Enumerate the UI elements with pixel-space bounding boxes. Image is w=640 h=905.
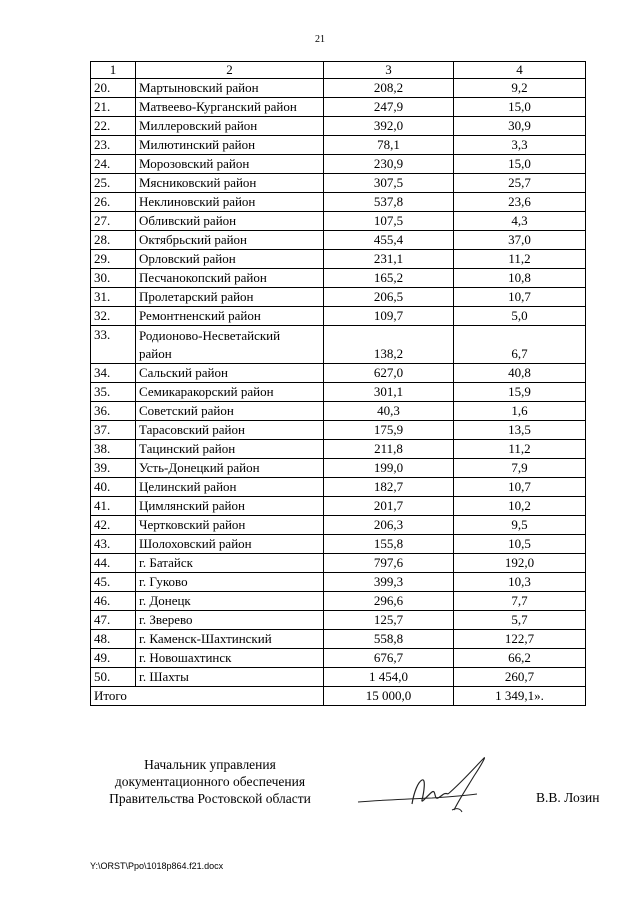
row-name-cell: Мартыновский район xyxy=(136,79,324,98)
row-name-cell: г. Шахты xyxy=(136,668,324,687)
row-number-cell: 33. xyxy=(91,326,136,364)
row-number-cell: 46. xyxy=(91,592,136,611)
table-row xyxy=(91,269,586,288)
row-name-cell: Обливский район xyxy=(136,212,324,231)
row-value-col3: 455,4 xyxy=(324,231,454,250)
row-name-cell: Тацинский район xyxy=(136,440,324,459)
row-number-cell: 42. xyxy=(91,516,136,535)
row-number-cell: 21. xyxy=(91,98,136,117)
table-row xyxy=(91,364,586,383)
page-number: 21 xyxy=(315,34,325,45)
row-name-cell: Цимлянский район xyxy=(136,497,324,516)
signer-name: В.В. Лозин xyxy=(536,790,600,805)
row-name-cell: Усть-Донецкий район xyxy=(136,459,324,478)
row-number-cell: 49. xyxy=(91,649,136,668)
row-number-cell: 23. xyxy=(91,136,136,155)
table-row xyxy=(91,79,586,98)
row-name-cell: Шолоховский район xyxy=(136,535,324,554)
row-number-cell: 28. xyxy=(91,231,136,250)
row-value-col4: 25,7 xyxy=(454,174,586,193)
row-number-cell: 48. xyxy=(91,630,136,649)
row-value-col3: 247,9 xyxy=(324,98,454,117)
row-number-cell: 27. xyxy=(91,212,136,231)
table-row xyxy=(91,402,586,421)
row-number-cell: 25. xyxy=(91,174,136,193)
row-name-cell: Целинский район xyxy=(136,478,324,497)
table-row xyxy=(91,668,586,687)
total-value-col4: 1 349,1». xyxy=(454,687,586,706)
row-value-col3: 301,1 xyxy=(324,383,454,402)
row-number-cell: 22. xyxy=(91,117,136,136)
row-value-col4: 23,6 xyxy=(454,193,586,212)
row-value-col4: 30,9 xyxy=(454,117,586,136)
table-body xyxy=(91,62,586,706)
header-cell-1: 1 xyxy=(91,62,136,79)
row-value-col3: 182,7 xyxy=(324,478,454,497)
row-number-cell: 26. xyxy=(91,193,136,212)
row-value-col3: 199,0 xyxy=(324,459,454,478)
row-value-col3: 797,6 xyxy=(324,554,454,573)
row-name-cell: Пролетарский район xyxy=(136,288,324,307)
row-value-col3: 201,7 xyxy=(324,497,454,516)
row-number-cell: 43. xyxy=(91,535,136,554)
row-value-col4: 11,2 xyxy=(454,440,586,459)
row-name-cell: г. Зверево xyxy=(136,611,324,630)
row-name-cell: Мясниковский район xyxy=(136,174,324,193)
table-row xyxy=(91,193,586,212)
total-row xyxy=(91,687,586,706)
row-value-col3: 165,2 xyxy=(324,269,454,288)
row-name-cell: Ремонтненский район xyxy=(136,307,324,326)
table-row xyxy=(91,231,586,250)
row-number-cell: 31. xyxy=(91,288,136,307)
row-value-col4: 260,7 xyxy=(454,668,586,687)
row-name-cell: Советский район xyxy=(136,402,324,421)
row-number-cell: 47. xyxy=(91,611,136,630)
data-table xyxy=(90,61,586,706)
row-value-col4: 3,3 xyxy=(454,136,586,155)
table-row xyxy=(91,630,586,649)
row-name-line1: Родионово-Несветайский xyxy=(139,328,281,343)
row-value-col4: 13,5 xyxy=(454,421,586,440)
row-value-col4: 6,7 xyxy=(454,326,586,364)
signature-block xyxy=(90,756,330,807)
row-value-col3: 206,5 xyxy=(324,288,454,307)
row-value-col4: 66,2 xyxy=(454,649,586,668)
row-value-col3: 230,9 xyxy=(324,155,454,174)
table-row xyxy=(91,516,586,535)
row-number-cell: 24. xyxy=(91,155,136,174)
row-value-col3: 208,2 xyxy=(324,79,454,98)
row-name-cell: г. Новошахтинск xyxy=(136,649,324,668)
row-name-cell: Октябрьский район xyxy=(136,231,324,250)
row-name-cell: Неклиновский район xyxy=(136,193,324,212)
row-number-cell: 41. xyxy=(91,497,136,516)
row-value-col4: 10,5 xyxy=(454,535,586,554)
row-number-cell: 32. xyxy=(91,307,136,326)
row-value-col3: 392,0 xyxy=(324,117,454,136)
table-row xyxy=(91,250,586,269)
table-row xyxy=(91,174,586,193)
table-row xyxy=(91,573,586,592)
row-value-col4: 5,7 xyxy=(454,611,586,630)
table-row xyxy=(91,478,586,497)
row-number-cell: 35. xyxy=(91,383,136,402)
row-value-col4: 122,7 xyxy=(454,630,586,649)
row-value-col3: 1 454,0 xyxy=(324,668,454,687)
row-value-col4: 15,0 xyxy=(454,98,586,117)
row-number-cell: 34. xyxy=(91,364,136,383)
row-number-cell: 29. xyxy=(91,250,136,269)
row-value-col4: 7,9 xyxy=(454,459,586,478)
row-value-col3: 40,3 xyxy=(324,402,454,421)
signer-title-line2: документационного обеспечения xyxy=(114,774,306,789)
row-value-col4: 40,8 xyxy=(454,364,586,383)
row-value-col3: 138,2 xyxy=(324,326,454,364)
row-value-col3: 125,7 xyxy=(324,611,454,630)
row-value-col4: 10,7 xyxy=(454,478,586,497)
signer-title-line3: Правительства Ростовской области xyxy=(109,791,311,806)
row-name-cell: Морозовский район xyxy=(136,155,324,174)
table-row xyxy=(91,611,586,630)
row-number-cell: 20. xyxy=(91,79,136,98)
row-value-col4: 37,0 xyxy=(454,231,586,250)
row-value-col3: 627,0 xyxy=(324,364,454,383)
table-row xyxy=(91,307,586,326)
row-name-cell: Милютинский район xyxy=(136,136,324,155)
table-row xyxy=(91,497,586,516)
row-value-col3: 78,1 xyxy=(324,136,454,155)
row-name-cell: г. Донецк xyxy=(136,592,324,611)
row-number-cell: 38. xyxy=(91,440,136,459)
row-value-col3: 231,1 xyxy=(324,250,454,269)
header-cell-2: 2 xyxy=(136,62,324,79)
signer-title-line1: Начальник управления xyxy=(144,757,276,772)
footer-file-path: Y:\ORST\Ppo\1018p864.f21.docx xyxy=(90,861,224,871)
row-value-col4: 192,0 xyxy=(454,554,586,573)
header-cell-4: 4 xyxy=(454,62,586,79)
row-value-col4: 10,2 xyxy=(454,497,586,516)
row-value-col4: 15,9 xyxy=(454,383,586,402)
table-row xyxy=(91,117,586,136)
row-name-cell: Орловский район xyxy=(136,250,324,269)
row-value-col3: 175,9 xyxy=(324,421,454,440)
table-row xyxy=(91,136,586,155)
table-row xyxy=(91,535,586,554)
table-row xyxy=(91,592,586,611)
table-row xyxy=(91,326,586,364)
table-row xyxy=(91,554,586,573)
row-name-cell: Песчанокопский район xyxy=(136,269,324,288)
row-value-col4: 5,0 xyxy=(454,307,586,326)
row-value-col4: 10,8 xyxy=(454,269,586,288)
row-value-col4: 10,7 xyxy=(454,288,586,307)
row-value-col4: 15,0 xyxy=(454,155,586,174)
row-value-col4: 7,7 xyxy=(454,592,586,611)
row-number-cell: 44. xyxy=(91,554,136,573)
row-value-col3: 211,8 xyxy=(324,440,454,459)
table-row xyxy=(91,459,586,478)
row-number-cell: 45. xyxy=(91,573,136,592)
row-value-col3: 537,8 xyxy=(324,193,454,212)
row-name-cell: Тарасовский район xyxy=(136,421,324,440)
table-row xyxy=(91,212,586,231)
header-cell-3: 3 xyxy=(324,62,454,79)
row-value-col4: 9,5 xyxy=(454,516,586,535)
handwritten-signature xyxy=(352,752,492,822)
row-number-cell: 30. xyxy=(91,269,136,288)
row-value-col4: 11,2 xyxy=(454,250,586,269)
row-name-cell: г. Гуково xyxy=(136,573,324,592)
row-value-col3: 109,7 xyxy=(324,307,454,326)
row-number-cell: 40. xyxy=(91,478,136,497)
total-label-cell: Итого xyxy=(91,687,324,706)
table-row xyxy=(91,440,586,459)
row-name-cell: Сальский район xyxy=(136,364,324,383)
row-value-col3: 107,5 xyxy=(324,212,454,231)
table-row xyxy=(91,288,586,307)
row-value-col4: 1,6 xyxy=(454,402,586,421)
row-value-col3: 296,6 xyxy=(324,592,454,611)
row-number-cell: 39. xyxy=(91,459,136,478)
table-header-row xyxy=(91,62,586,79)
table-row xyxy=(91,649,586,668)
row-value-col4: 10,3 xyxy=(454,573,586,592)
row-name-cell xyxy=(136,326,324,364)
row-number-cell: 36. xyxy=(91,402,136,421)
row-name-cell: г. Каменск-Шахтинский xyxy=(136,630,324,649)
row-number-cell: 37. xyxy=(91,421,136,440)
row-value-col3: 155,8 xyxy=(324,535,454,554)
row-value-col3: 676,7 xyxy=(324,649,454,668)
table-row xyxy=(91,155,586,174)
row-value-col4: 4,3 xyxy=(454,212,586,231)
row-value-col3: 307,5 xyxy=(324,174,454,193)
row-value-col3: 206,3 xyxy=(324,516,454,535)
table-row xyxy=(91,98,586,117)
row-name-line2: район xyxy=(139,346,172,361)
total-value-col3: 15 000,0 xyxy=(324,687,454,706)
table-row xyxy=(91,383,586,402)
row-value-col3: 399,3 xyxy=(324,573,454,592)
row-name-cell: Матвеево-Курганский район xyxy=(136,98,324,117)
row-name-cell: Миллеровский район xyxy=(136,117,324,136)
table-row xyxy=(91,421,586,440)
row-name-cell: Чертковский район xyxy=(136,516,324,535)
row-name-cell: Семикаракорский район xyxy=(136,383,324,402)
row-value-col4: 9,2 xyxy=(454,79,586,98)
row-value-col3: 558,8 xyxy=(324,630,454,649)
row-number-cell: 50. xyxy=(91,668,136,687)
row-name-cell: г. Батайск xyxy=(136,554,324,573)
